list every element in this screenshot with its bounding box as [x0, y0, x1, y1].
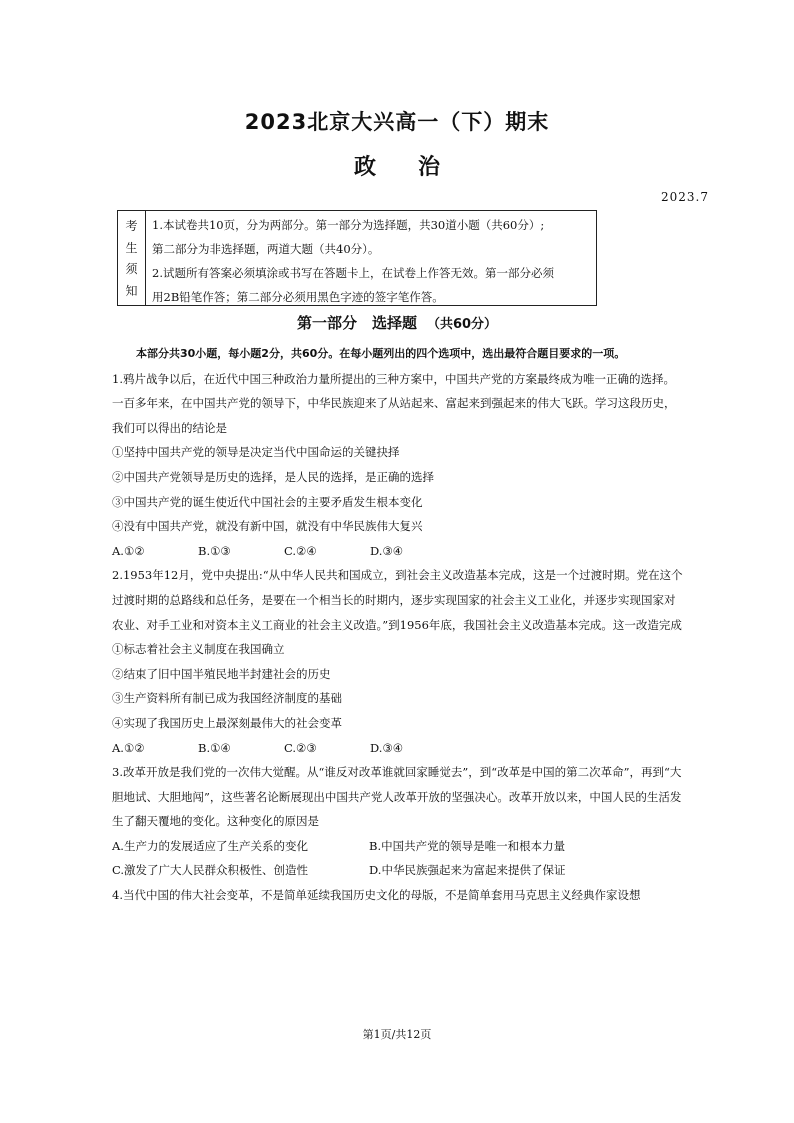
statement-item: ③中国共产党的诞生使近代中国社会的主要矛盾发生根本变化 [112, 494, 423, 509]
answer-options [112, 736, 684, 761]
subject-title: 政治 [353, 155, 482, 180]
option-d: D.中华民族强起来为富起来提供了保证 [369, 863, 566, 878]
question-stem: 4.当代中国的伟大社会变革，不是简单延续我国历史文化的母版，不是简单套用马克思主义经典作家设想 [112, 888, 641, 903]
notice-label-char: 生 [125, 240, 138, 255]
question-stem: 1.鸦片战争以后，在近代中国三种政治力量所提出的三种方案中，中国共产党的方案最终成为唯一正确的选择。一百多年来，在中国共产党的领导下，中华民族迎来了从站起来、富起来到强起来的伟大飞跃。学习这段历史，我们可以得出的结论是 [112, 371, 676, 435]
option-d: D.③④ [370, 740, 404, 755]
question-3 [112, 760, 684, 883]
option-d: D.③④ [370, 543, 404, 558]
notice-line: 第二部分为非选择题，两道大题（共40分）。 [152, 242, 380, 256]
section-heading [0, 312, 794, 333]
notice-label-char: 知 [125, 283, 138, 298]
option-c: C.激发了广大人民群众积极性、创造性 [112, 863, 309, 878]
questions-content [112, 342, 684, 908]
notice-label [118, 211, 146, 305]
option-a: A.生产力的发展适应了生产关系的变化 [112, 838, 308, 853]
option-c: C.②④ [284, 543, 317, 558]
notice-line: 1.本试卷共10页，分为两部分。第一部分为选择题，共30道小题（共60分）; [152, 218, 545, 232]
option-a: A.①② [112, 543, 145, 558]
section-title: 第一部分 选择题 [296, 314, 417, 332]
option-c: C.②③ [284, 740, 317, 755]
candidate-notice-box [117, 210, 597, 306]
statement-item: ④实现了我国历史上最深刻最伟大的社会变革 [112, 715, 342, 730]
notice-label-char: 考 [125, 219, 138, 234]
statement-item: ②中国共产党领导是历史的选择，是人民的选择，是正确的选择 [112, 469, 434, 484]
section-score: （共60分） [426, 317, 498, 332]
question-stem: 2.1953年12月，党中央提出:“从中华人民共和国成立，到社会主义改造基本完成，这是一个过渡时期。党在这个过渡时期的总路线和总任务，是要在一个相当长的时期内，逐步实现国家的社会主义工业化，并逐步实现国家对农业、对手工业和对资本主义工商业的社会主义改造。”到1956年底，我国社会主义改造基本完成。这一改造完成 [112, 568, 683, 632]
exam-date: 2023.7 [661, 190, 709, 204]
notice-label-char: 须 [125, 262, 138, 277]
notice-body [146, 211, 596, 305]
question-stem: 3.改革开放是我们党的一次伟大觉醒。从“谁反对改革谁就回家睡觉去”，到“改革是中国的第二次革命”，再到“大胆地试、大胆地闯”，这些著名论断展现出中国共产党人改革开放的坚强决心。改革开放以来，中国人民的生活发生了翻天覆地的变化。这种变化的原因是 [112, 765, 682, 829]
statement-item: ②结束了旧中国半殖民地半封建社会的历史 [112, 666, 331, 681]
question-4 [112, 883, 684, 908]
answer-options [112, 539, 684, 564]
option-a: A.①② [112, 740, 145, 755]
option-b: B.中国共产党的领导是唯一和根本力量 [369, 838, 566, 853]
question-1 [112, 367, 684, 564]
exam-title: 2023北京大兴高一（下）期末 [244, 110, 550, 134]
answer-options [112, 858, 684, 883]
answer-options [112, 834, 684, 859]
section-instruction: 本部分共30小题，每小题2分，共60分。在每小题列出的四个选项中，选出最符合题目要求的一项。 [136, 347, 626, 360]
statement-item: ③生产资料所有制已成为我国经济制度的基础 [112, 691, 342, 706]
question-2 [112, 563, 684, 760]
statement-item: ①标志着社会主义制度在我国确立 [112, 642, 285, 657]
notice-line: 用2B铅笔作答；第二部分必须用黑色字迹的签字笔作答。 [152, 290, 444, 304]
statement-item: ④没有中国共产党，就没有新中国，就没有中华民族伟大复兴 [112, 519, 423, 534]
option-b: B.①④ [198, 740, 231, 755]
notice-line: 2.试题所有答案必须填涂或书写在答题卡上，在试卷上作答无效。第一部分必须 [152, 266, 554, 280]
page-number: 第1页/共12页 [362, 1028, 432, 1041]
option-b: B.①③ [198, 543, 231, 558]
statement-item: ①坚持中国共产党的领导是决定当代中国命运的关键抉择 [112, 445, 400, 460]
